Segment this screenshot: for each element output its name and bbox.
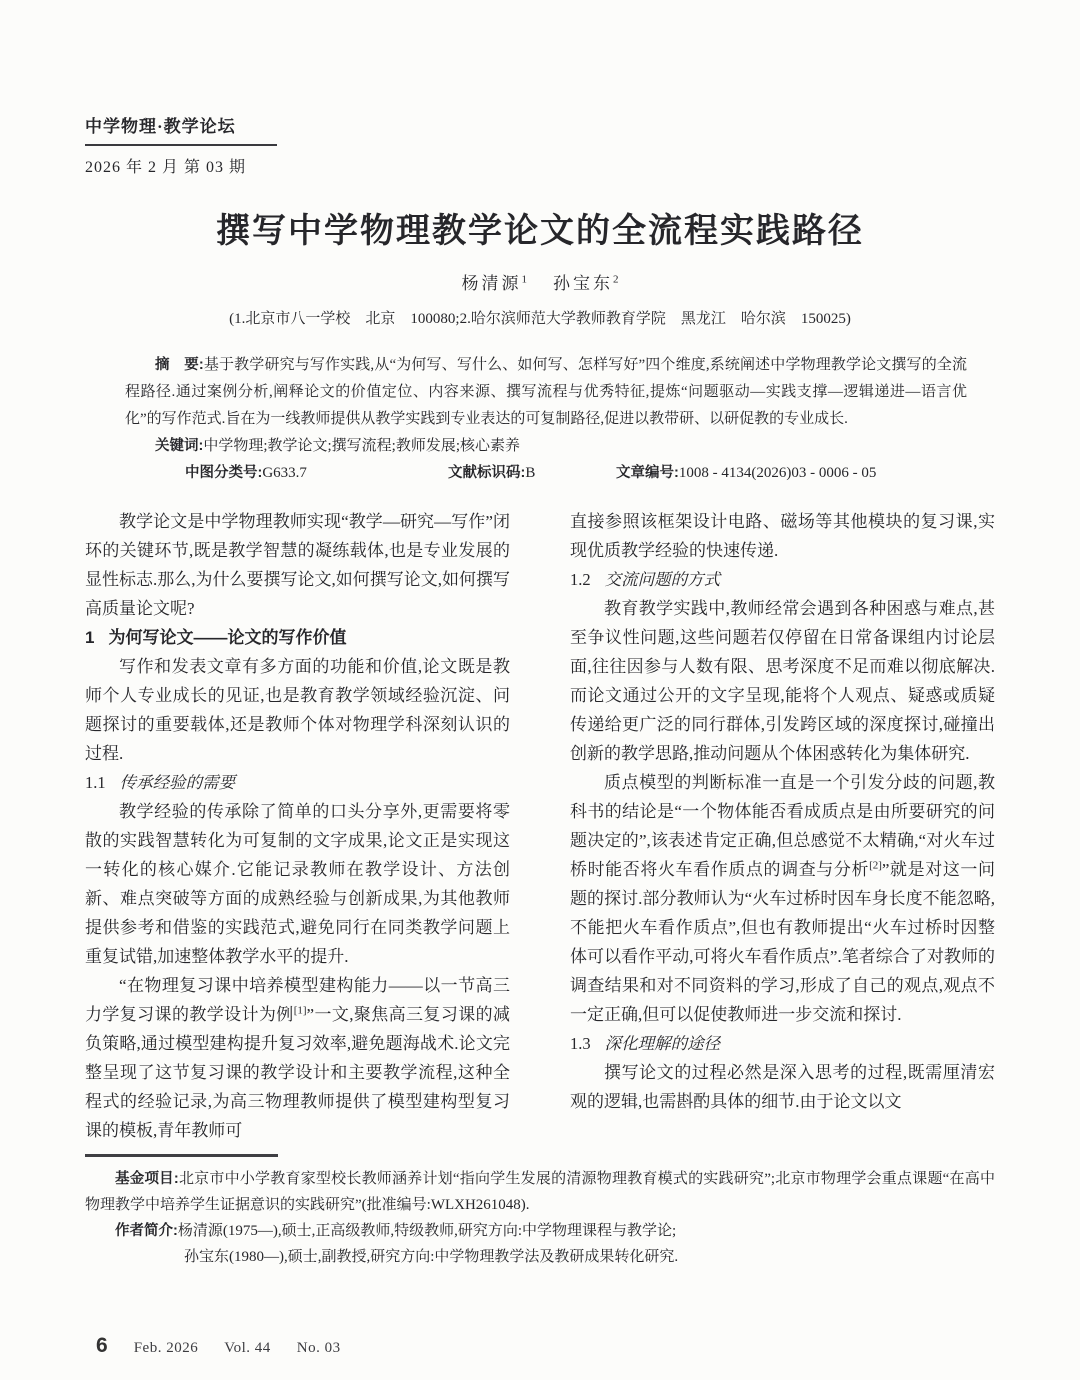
issue-number: No. 03 bbox=[296, 1340, 341, 1356]
reference-mark-2: [2] bbox=[869, 859, 882, 872]
section-heading-1: 1 为何写论文——论文的写作价值 bbox=[85, 628, 347, 647]
author-2-affiliation-mark: 2 bbox=[613, 273, 619, 286]
journal-header bbox=[85, 0, 995, 177]
author-1-affiliation-mark: 1 bbox=[521, 273, 527, 286]
paragraph: 教育教学实践中,教师经常会遇到各种困惑与难点,甚至争议性问题,这些问题若仅停留在日常备课组内讨论层面,往往因参与人数有限、思考深度不足而难以彻底解决.而论文通过公开的文字呈现,能将个人观点、疑惑或质疑传递给更广泛的同行群体,引发跨区域的深度探讨,碰撞出创新的教学思路,推动问题从个体困惑转化为集体研究. bbox=[570, 599, 995, 763]
journal-issue-line: 2026 年 2 月 第 03 期 bbox=[85, 159, 247, 176]
subsection-heading-1-3: 1.3 深化理解的途径 bbox=[570, 1034, 721, 1053]
keywords-label: 关键词: bbox=[155, 438, 204, 454]
paragraph: 写作和发表文章有多方面的功能和价值,论文既是教师个人专业成长的见证,也是教育教学领域经验沉淀、问题探讨的重要载体,还是教师个体对物理学科深刻认识的过程. bbox=[85, 657, 510, 763]
keywords bbox=[125, 433, 967, 460]
paragraph: 教学论文是中学物理教师实现“教学—研究—写作”闭环的关键环节,既是教学智慧的凝练载体,也是专业发展的显性标志.那么,为什么要撰写论文,如何撰写论文,如何撰写高质量论文呢? bbox=[85, 512, 510, 618]
article-meta-block bbox=[125, 352, 967, 487]
subsection-heading-1-2: 1.2 交流问题的方式 bbox=[570, 570, 721, 589]
author-bio-1: 作者简介:杨清源(1975—),硕士,正高级教师,特级教师,研究方向:中学物理课程与教学论; bbox=[115, 1223, 677, 1239]
page-number: 6 bbox=[96, 1334, 108, 1357]
author-bio-label: 作者简介: bbox=[115, 1223, 178, 1239]
keywords-text: 中学物理;教学论文;撰写流程;教师发展;核心素养 bbox=[203, 438, 521, 454]
issue-info bbox=[108, 1340, 341, 1357]
reference-mark-1: [1] bbox=[293, 1004, 307, 1017]
abstract-text: 基于教学研究与写作实践,从“为何写、写什么、如何写、怎样写好”四个维度,系统阐述中学物理教学论文撰写的全流程路径.通过案例分析,阐释论文的价值定位、内容来源、撰写流程与优秀特征,提炼“问题驱动—实践支撑—逻辑递进—语言优化”的写作范式.旨在为一线教师提供从教学实践到专业表达的可复制路径,促进以教带研、以研促教的专业成长. bbox=[125, 357, 967, 427]
subsection-heading-1-1: 1.1 传承经验的需要 bbox=[85, 773, 236, 792]
paragraph: 撰写论文的过程必然是深入思考的过程,既需厘清宏观的逻辑,也需斟酌具体的细节.由于论文以文 bbox=[570, 1063, 995, 1111]
footnote-divider bbox=[85, 1154, 278, 1157]
paragraph: “在物理复习课中培养模型建构能力——以一节高三力学复习课的教学设计为例[1]”一文,聚焦高三复习课的减负策略,通过模型建构提升复习效率,避免题海战术.论文完整呈现了这节复习课的教学设计和主要教学流程,这种全程式的经验记录,为高三物理教师提供了模型建构型复习课的模板,青年教师可 bbox=[85, 976, 510, 1140]
document-code: 文献标识码:B bbox=[448, 465, 536, 481]
classification-line bbox=[125, 460, 967, 487]
author-1: 杨清源$^1$ bbox=[461, 273, 527, 293]
abstract bbox=[125, 352, 967, 433]
author-line bbox=[85, 269, 995, 294]
clc-number: 中图分类号:G633.7 bbox=[185, 465, 307, 481]
paragraph: 教学经验的传承除了简单的口头分享外,更需要将零散的实践智慧转化为可复制的文字成果,论文正是实现这一转化的核心媒介.它能记录教师在教学设计、方法创新、难点突破等方面的成熟经验与创新成果,为其他教师提供参考和借鉴的实践范式,避免同行在同类教学问题上重复试错,加速整体教学水平的提升. bbox=[85, 802, 510, 966]
author-bio-2: 孙宝东(1980—),硕士,副教授,研究方向:中学物理教学法及教研成果转化研究. bbox=[184, 1249, 679, 1265]
affiliation-line: (1.北京市八一学校 北京 100080;2.哈尔滨师范大学教师教育学院 黑龙江 哈尔滨 150025) bbox=[229, 311, 851, 327]
body-columns bbox=[85, 507, 995, 1145]
article-title: 撰写中学物理教学论文的全流程实践路径 bbox=[216, 213, 864, 250]
page-footer bbox=[96, 1334, 341, 1358]
issue-volume: Vol. 44 bbox=[224, 1340, 271, 1356]
paragraph: 直接参照该框架设计电路、磁场等其他模块的复习课,实现优质教学经验的快速传递. bbox=[570, 512, 995, 560]
journal-section-title: 中学物理·教学论坛 bbox=[85, 117, 236, 136]
author-2: 孙宝东$^2$ bbox=[553, 273, 619, 293]
right-column bbox=[570, 507, 995, 1145]
article-id: 文章编号:1008 - 4134(2026)03 - 0006 - 05 bbox=[616, 465, 877, 481]
header-divider bbox=[85, 144, 277, 146]
issue-date: Feb. 2026 bbox=[133, 1340, 199, 1356]
fund-project-label: 基金项目: bbox=[115, 1171, 179, 1187]
fund-project: 基金项目:北京市中小学教育家型校长教师涵养计划“指向学生发展的清源物理教育模式的实践研究”;北京市物理学会重点课题“在高中物理教学中培养学生证据意识的实践研究”(批准编号:WLXH261048). bbox=[85, 1171, 995, 1213]
abstract-label: 摘 要: bbox=[155, 357, 204, 373]
footnote-block bbox=[85, 1166, 995, 1270]
paragraph: 质点模型的判断标准一直是一个引发分歧的问题,教科书的结论是“一个物体能否看成质点是由所要研究的问题决定的”,该表述肯定正确,但总感觉不太精确,“对火车过桥时能否将火车看作质点的调查与分析[2]”就是对这一问题的探讨.部分教师认为“火车过桥时因车身长度不能忽略,不能把火车看作质点”,但也有教师提出“火车过桥时因整体可以看作平动,可将火车看作质点”.笔者综合了对教师的调查结果和对不同资料的学习,形成了自己的观点,观点不一定正确,但可以促使教师进一步交流和探讨. bbox=[570, 773, 996, 1024]
left-column bbox=[85, 507, 510, 1145]
